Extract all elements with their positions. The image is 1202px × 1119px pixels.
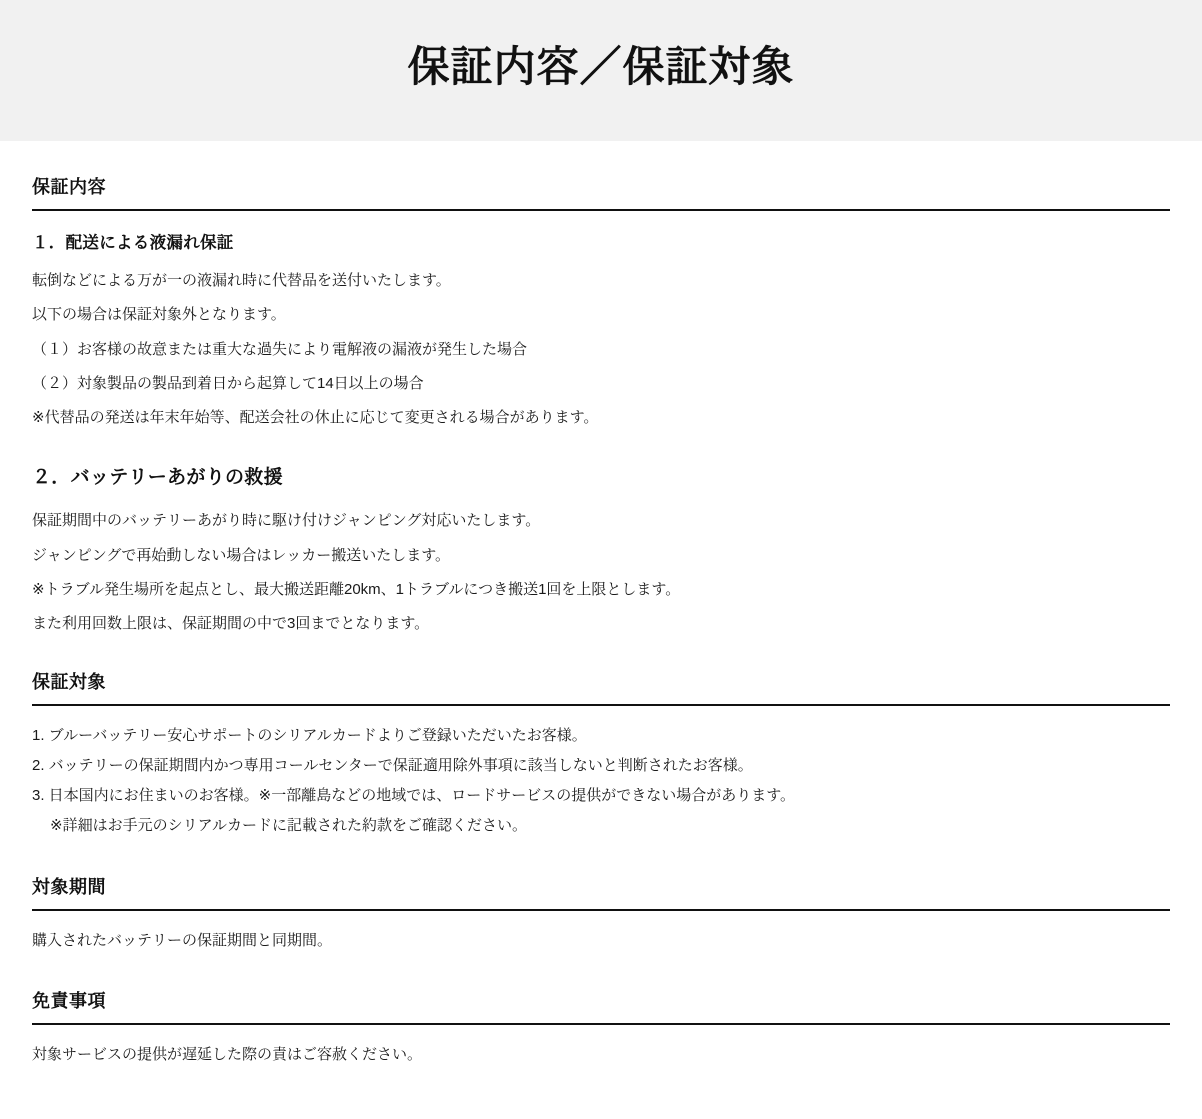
paragraph: 対象サービスの提供が遅延した際の責はご容赦ください。 [32,1045,423,1063]
paragraph: ※代替品の発送は年末年始等、配送会社の休止に応じて変更される場合があります。 [32,409,599,426]
spacer [32,851,1170,873]
paragraph: 購入されたバッテリーの保証期間と同期間。 [32,931,333,949]
paragraph: （１）お客様の故意または重大な過失により電解液の漏液が発生した場合 [32,340,528,358]
section-divider [32,209,1170,211]
paragraph: 以下の場合は保証対象外となります。 [32,306,286,324]
section-heading: 免責事項 [32,990,106,1011]
section-heading: 対象期間 [32,876,106,897]
covered-customers-list [32,724,1170,808]
spacer [32,440,1170,462]
section-heading: 保証対象 [32,672,106,693]
subsection-heading-leak-warranty: １．配送による液漏れ保証 [32,234,234,252]
paragraph: （２）対象製品の製品到着日から起算して14日以上の場合 [32,374,424,392]
document-content [0,141,1202,1119]
section-divider [32,704,1170,706]
paragraph: ジャンピングで再始動しない場合はレッカー搬送いたします。 [32,546,451,564]
paragraph: ※トラブル発生場所を起点とし、最大搬送距離20km、1トラブルにつき搬送1回を上限とします。 [32,580,681,598]
spacer [32,646,1170,668]
paragraph: 保証期間中のバッテリーあがり時に駆け付けジャンピング対応いたします。 [32,512,541,530]
paragraph: また利用回数上限は、保証期間の中で3回までとなります。 [32,615,430,632]
section-divider [32,909,1170,911]
section-disclaimer [32,987,1170,1066]
section-coverage-period [32,873,1170,952]
page-title: 保証内容／保証対象 [407,43,795,91]
list-item: 2. バッテリーの保証期間内かつ専用コールセンターで保証適用除外事項に該当しないと判断されたお客様。 [32,757,753,775]
section-heading: 保証内容 [32,177,106,197]
list-note: ※詳細はお手元のシリアルカードに記載された約款をご確認ください。 [50,817,527,835]
spacer [32,965,1170,987]
list-item: 3. 日本国内にお住まいのお客様。※一部離島などの地域では、ロードサービスの提供ができない場合があります。 [32,787,796,805]
paragraph: 転倒などによる万が一の液漏れ時に代替品を送付いたします。 [32,272,451,289]
section-covered-customers [32,668,1170,837]
section-divider [32,1023,1170,1025]
spacer [32,141,1170,173]
subsection-heading-battery-rescue: ２．バッテリーあがりの救援 [32,467,283,489]
section-warranty-details [32,173,1170,635]
page-header-banner [0,0,1202,141]
list-item: 1. ブルーバッテリー安心サポートのシリアルカードよりご登録いただいたお客様。 [32,727,587,745]
